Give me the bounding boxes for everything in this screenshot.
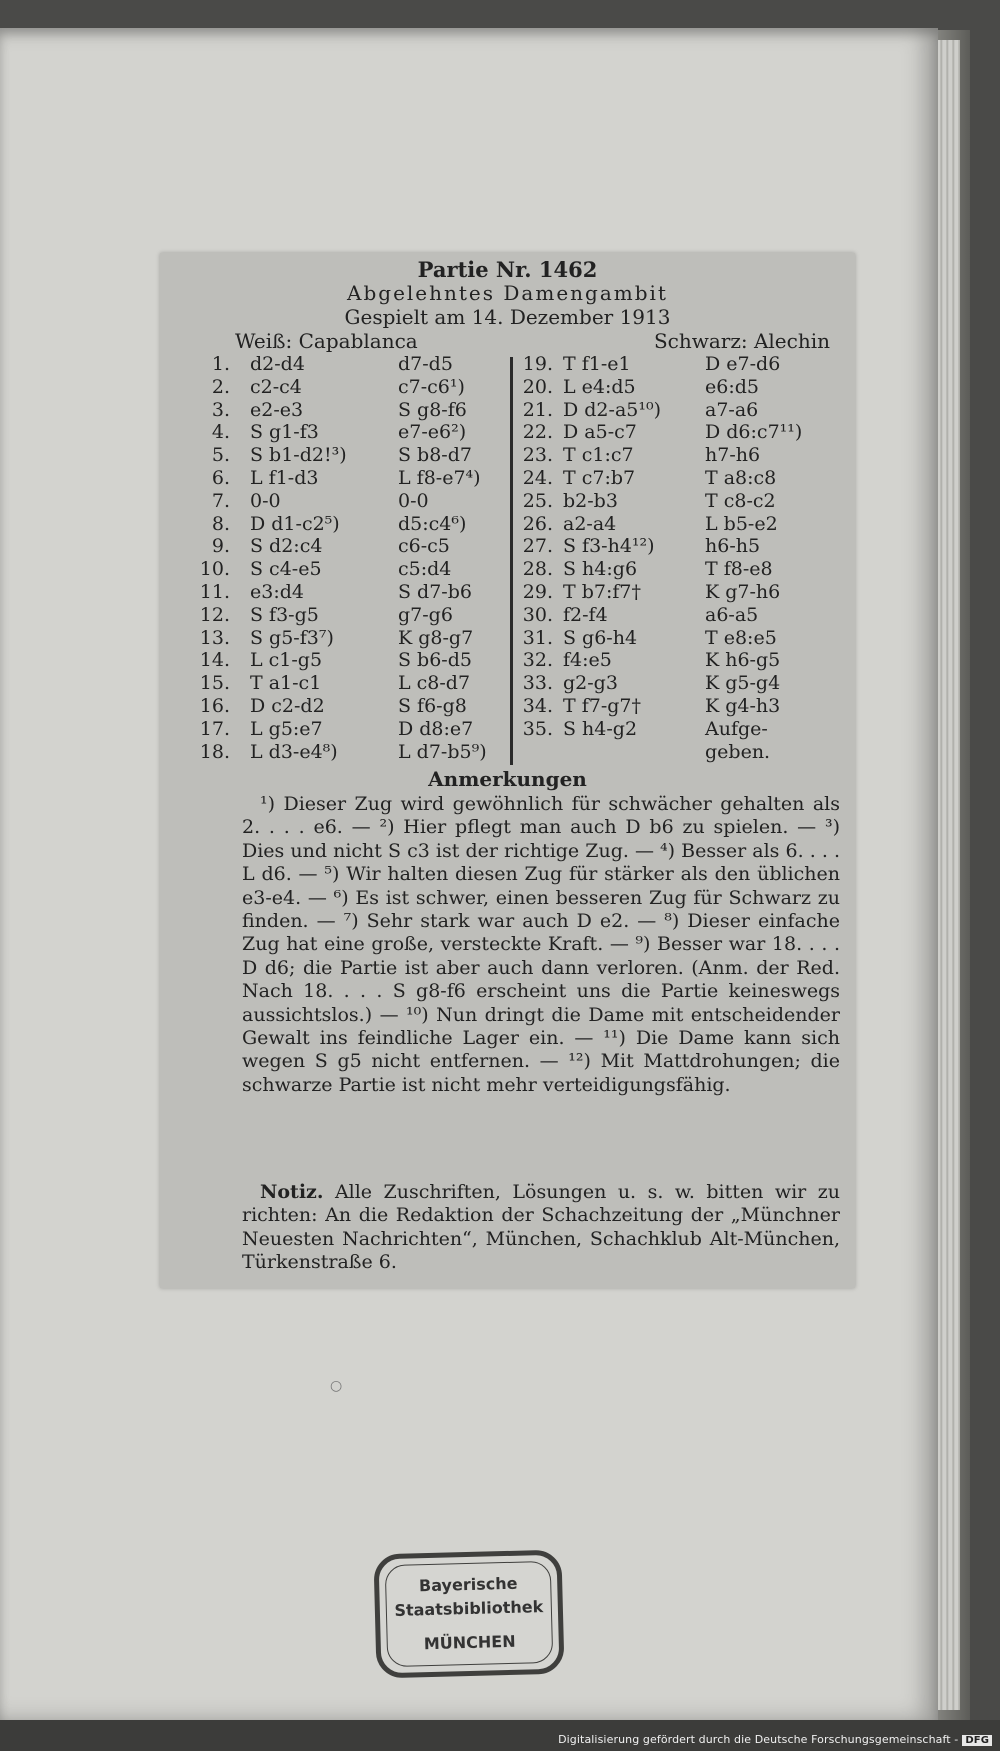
move-number: 8. [211,512,230,535]
white-move: S g1-f3 [250,421,319,444]
black-move: Aufge- [705,717,768,740]
black-move: D e7-d6 [705,353,781,375]
white-move: e3:d4 [250,580,304,603]
black-move: L b5-e2 [705,512,778,535]
white-move: T a1-c1 [250,672,322,695]
black-move: 0-0 [398,489,429,512]
move-row [160,535,510,558]
white-move: D a5-c7 [563,421,637,444]
move-row [515,513,855,536]
black-move: K g4-h3 [705,694,781,717]
notice-text: Alle Zuschriften, Lösungen u. s. w. bitten wir zu richten: An die Redaktion der Schachzeitung der „Münchner Neuesten Nachrichten“, München, Schachklub Alt-München, Türkenstraße 6. [242,1181,840,1274]
black-move: g7-g6 [398,603,453,626]
move-number: 16. [199,694,230,717]
newspaper-clipping [160,253,855,1288]
white-move: f4:e5 [563,649,612,672]
white-move: D d2-a5¹⁰) [563,398,662,421]
black-move: L f8-e7⁴) [398,466,481,489]
move-number: 6. [211,466,230,489]
move-number: 33. [522,672,553,695]
black-move: L d7-b5⁹) [398,740,487,763]
move-row [515,467,855,490]
move-row [515,353,855,376]
move-row [160,490,510,513]
move-number: 31. [522,626,553,649]
move-number: 25. [522,489,553,512]
white-move: c2-c4 [250,375,302,398]
move-number: 23. [522,444,553,467]
move-row [160,353,510,376]
white-move: S g5-f3⁷) [250,626,334,649]
move-number: 32. [522,649,553,672]
white-move: T f1-e1 [563,353,631,375]
white-move: S c4-e5 [250,558,322,581]
white-move: T f7-g7† [563,694,642,717]
black-move: D d6:c7¹¹) [705,421,803,444]
move-number: 10. [199,558,230,581]
black-move: d7-d5 [398,353,453,375]
move-row [160,421,510,444]
white-move: T c7:b7 [563,466,636,489]
move-number: 30. [522,603,553,626]
black-move: S b6-d5 [398,649,472,672]
notes-paragraph: ¹) Dieser Zug wird gewöhnlich für schwächer gehalten als 2. . . . e6. — ²) Hier pflegt man auch D b6 zu spielen. — ³) Dies und nicht S c3 ist der richtige Zug. — ⁴) Besser als 6. . . . L d6. — ⁵) Wir halten diesen Zug für stärker als den üblichen e3-e4. — ⁶) Es ist schwer, einen besseren Zug für Schwarz zu finden. — ⁷) Sehr stark war auch D e2. — ⁸) Dieser einfache Zug hat eine große, versteckte Kraft. — ⁹) Besser war 18. . . . D d6; die Partie ist aber auch dann verloren. (Anm. der Red. Nach 18. . . . S g8-f6 erscheint uns die Partie keineswegs aussichtslos.) — ¹⁰) Nun dringt die Dame mit entscheidender Gewalt ins feindliche Lager ein. — ¹¹) Die Dame kann sich wegen S g5 nicht entfernen. — ¹²) Mit Mattdrohungen; die schwarze Partie ist nicht mehr verteidigungsfähig. [242,793,840,1096]
black-move: h6-h5 [705,535,761,558]
move-row [515,376,855,399]
column-divider [510,357,513,765]
white-move: S g6-h4 [563,626,638,649]
move-number: 12. [199,603,230,626]
white-move: L f1-d3 [250,466,319,489]
move-row [515,718,855,741]
move-row [515,649,855,672]
white-move: b2-b3 [563,489,618,512]
move-number: 3. [211,398,230,421]
move-number: 35. [522,717,553,740]
white-move: S h4-g2 [563,717,638,740]
move-number: 19. [522,353,553,375]
black-move: T f8-e8 [705,558,773,581]
move-number: 14. [199,649,230,672]
black-move: c7-c6¹) [398,375,465,398]
move-number: 9. [211,535,230,558]
move-row [515,444,855,467]
notice-label: Notiz. [260,1181,324,1203]
black-move: a6-a5 [705,603,759,626]
move-row [160,741,510,764]
black-move: T a8:c8 [705,466,777,489]
black-move: K h6-g5 [705,649,781,672]
move-row [515,604,855,627]
black-move: S d7-b6 [398,580,472,603]
move-number: 26. [522,512,553,535]
move-row [160,444,510,467]
move-number: 7. [211,489,230,512]
move-row [160,672,510,695]
black-player: Schwarz: Alechin [653,329,830,353]
game-date: Gespielt am 14. Dezember 1913 [344,305,671,329]
move-row [515,490,855,513]
white-move: g2-g3 [563,672,618,695]
page-mark: ○ [330,1378,343,1394]
moves-column-left [160,353,510,763]
move-number: 34. [522,694,553,717]
move-row [515,695,855,718]
white-move: e2-e3 [250,398,304,421]
digitization-credit [558,1733,992,1746]
white-move: S f3-h4¹²) [563,535,655,558]
black-move: c5:d4 [398,558,452,581]
white-move: L d3-e4⁸) [250,740,338,763]
opening-name: Abgelehntes Damengambit [347,281,668,305]
black-move: e6:d5 [705,375,759,398]
move-row [515,399,855,422]
black-move: L c8-d7 [398,672,471,695]
move-number: 18. [199,740,230,763]
black-move: S b8-d7 [398,444,472,467]
white-move: L c1-g5 [250,649,323,672]
white-move: S b1-d2!³) [250,444,347,467]
notice-paragraph [242,1181,840,1275]
stamp-line-3: MÜNCHEN [423,1631,516,1654]
move-row [160,627,510,650]
move-row [160,649,510,672]
move-row [515,672,855,695]
move-row [515,421,855,444]
white-move: D d1-c2⁵) [250,512,340,535]
white-move: T b7:f7† [563,580,641,603]
black-move: K g5-g4 [705,672,781,695]
move-number: 15. [199,672,230,695]
move-row [160,581,510,604]
white-move: f2-f4 [563,603,608,626]
move-number: 29. [522,580,553,603]
move-row [160,467,510,490]
move-number: 5. [211,444,230,467]
move-number: 4. [211,421,230,444]
move-number: 24. [522,466,553,489]
black-move: T c8-c2 [705,489,776,512]
move-row [515,581,855,604]
move-row [160,513,510,536]
white-move: d2-d4 [250,353,305,375]
white-move: S h4:g6 [563,558,638,581]
black-move: c6-c5 [398,535,450,558]
black-move: d5:c4⁶) [398,512,467,535]
black-move: h7-h6 [705,444,761,467]
move-number: 27. [522,535,553,558]
move-row [160,695,510,718]
white-move: L g5:e7 [250,717,323,740]
black-move: K g7-h6 [705,580,781,603]
move-row [515,627,855,650]
white-move: S d2:c4 [250,535,323,558]
black-move: T e8:e5 [705,626,777,649]
move-number: 22. [522,421,553,444]
moves-column-right [515,353,855,763]
move-row [160,376,510,399]
white-move: T c1:c7 [563,444,634,467]
move-number: 28. [522,558,553,581]
white-move: D c2-d2 [250,694,325,717]
library-stamp [373,1550,564,1679]
move-row [515,741,855,764]
white-move: L e4:d5 [563,375,636,398]
move-row [160,718,510,741]
stamp-line-2: Staatsbibliothek [394,1597,544,1620]
move-row [515,535,855,558]
move-number: 17. [199,717,230,740]
stamp-line-1: Bayerische [418,1573,518,1596]
game-title: Partie Nr. 1462 [417,257,598,282]
white-move: a2-a4 [563,512,617,535]
move-row [160,399,510,422]
move-number: 1. [211,353,230,375]
black-move: S g8-f6 [398,398,467,421]
white-move: 0-0 [250,489,281,512]
black-move: geben. [705,740,771,763]
black-move: a7-a6 [705,398,759,421]
move-row [160,604,510,627]
black-move: D d8:e7 [398,717,474,740]
notes-heading: Anmerkungen [428,767,587,791]
credit-text: Digitalisierung gefördert durch die Deutsche Forschungsgemeinschaft - [558,1733,959,1746]
dfg-logo: DFG [962,1735,992,1746]
black-move: K g8-g7 [398,626,474,649]
move-row [515,558,855,581]
move-number: 2. [211,375,230,398]
move-number: 20. [522,375,553,398]
move-number: 11. [199,580,230,603]
black-move: S f6-g8 [398,694,467,717]
black-move: e7-e6²) [398,421,467,444]
move-row [160,558,510,581]
move-number: 21. [522,398,553,421]
white-player: Weiß: Capablanca [235,329,418,353]
white-move: S f3-g5 [250,603,319,626]
move-number: 13. [199,626,230,649]
